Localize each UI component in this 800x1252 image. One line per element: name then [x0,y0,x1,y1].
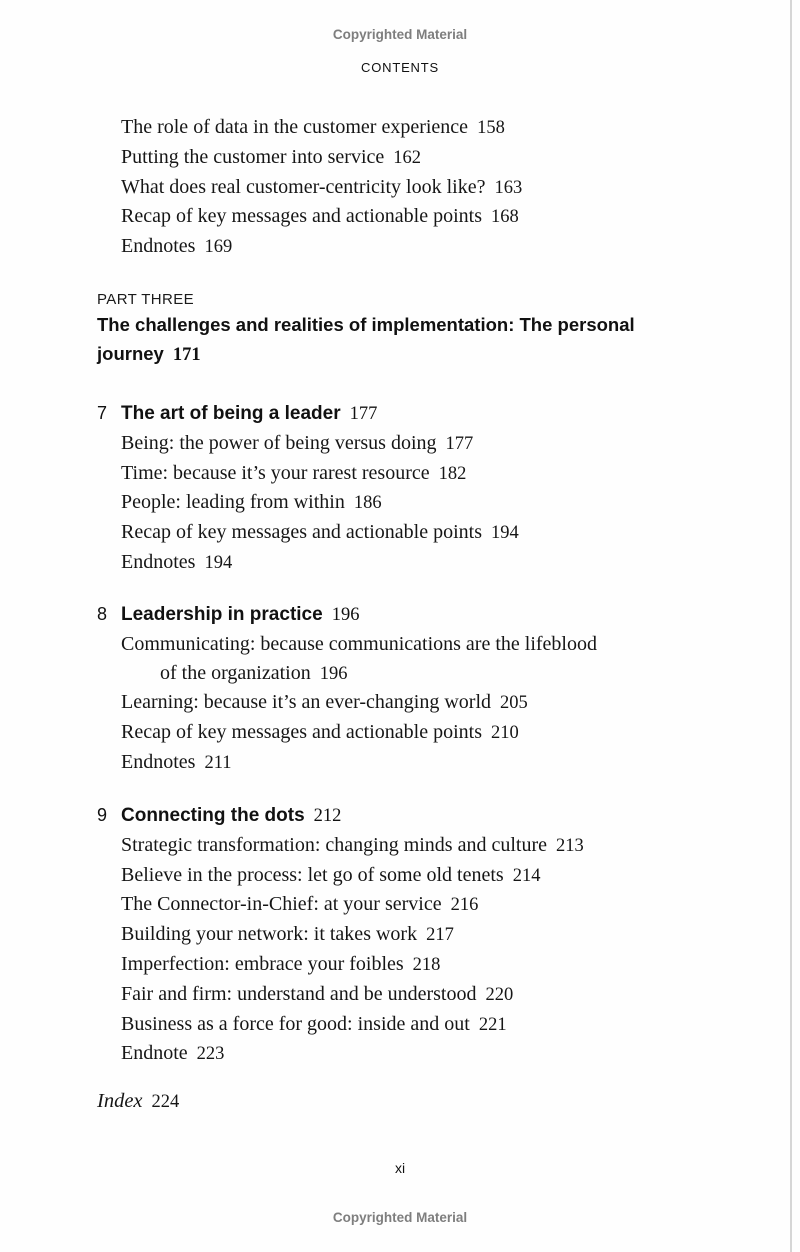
toc-entry [121,718,611,748]
entry-page-number: 169 [204,237,233,258]
entry-title: The Connector-in-Chief: at your service [121,893,442,916]
index-page-number: 224 [151,1092,180,1112]
entry-page-number: 210 [491,723,519,744]
toc-entry [121,232,611,262]
entry-page-number: 217 [426,925,454,946]
chapter-7-block [97,399,611,578]
part-label: PART THREE [97,291,195,308]
toc-entry [121,143,611,173]
entry-title: Recap of key messages and actionable points [121,721,482,744]
chapter-page-number: 196 [331,605,360,625]
entry-title: What does real customer-centricity look like? [121,175,486,198]
toc-entry [121,831,611,861]
entry-page-number: 194 [204,552,233,573]
entry-page-number: 162 [393,147,422,168]
entry-title: Believe in the process: let go of some old tenets [121,863,504,886]
toc-entry [121,459,611,489]
toc-entry [121,890,611,920]
toc-entry [121,630,611,689]
entry-page-number: 168 [491,207,519,228]
toc-entry [121,980,611,1010]
part-block [97,289,657,369]
scan-edge-line [790,0,792,1252]
entry-page-number: 182 [438,463,467,484]
chapter-entries [121,429,611,578]
part-title [97,311,657,369]
toc-entry [121,548,611,578]
chapter-8-block [97,600,611,778]
entry-title: Building your network: it takes work [121,923,418,946]
entry-page-number: 177 [445,433,474,454]
entry-page-number: 216 [450,895,479,916]
entry-title: Communicating: because communications are the lifeblood of the organization [121,632,597,684]
entry-title: Time: because it’s your rarest resource [121,461,430,484]
entry-page-number: 213 [556,835,584,856]
part-page-number: 171 [172,344,201,365]
chapter-entries [121,630,611,778]
toc-entry [121,950,611,980]
entry-page-number: 158 [477,118,505,138]
entry-page-number: 163 [494,177,523,198]
chapter-title: The art of being a leader [121,403,341,424]
entry-title: Endnotes [121,550,196,573]
chapter-heading [97,600,611,630]
entry-title: Being: the power of being versus doing [121,431,437,454]
entry-title: Recap of key messages and actionable points [121,205,482,228]
entry-page-number: 186 [353,493,382,514]
index-entry [97,1087,179,1117]
chapter-page-number: 212 [313,806,342,826]
chapter-heading [97,399,611,429]
toc-entry [121,518,611,548]
chapter-9-block [97,801,611,1069]
entry-page-number: 205 [500,693,528,714]
entry-page-number: 211 [204,752,232,773]
toc-entry [121,688,611,718]
toc-entry [121,173,611,203]
chapter-number: 8 [97,604,108,624]
folio-page-number: xi [394,1160,406,1176]
entry-page-number: 223 [196,1044,225,1065]
chapter-number: 7 [97,403,108,423]
chapter-heading [97,801,611,831]
toc-entry [121,202,611,232]
chapter-title: Connecting the dots [121,805,305,826]
entry-title: Endnote [121,1042,188,1065]
leading-entries-block [121,113,611,262]
entry-title: Endnotes [121,235,196,258]
chapter-number: 9 [97,805,108,825]
chapter-page-number: 177 [349,404,378,424]
toc-entry [121,920,611,950]
toc-entry [121,1039,611,1069]
toc-entry [121,488,611,518]
toc-entry [121,861,611,891]
part-title-text: The challenges and realities of implementation: The personal journey [97,314,635,364]
entry-title: Fair and firm: understand and be understood [121,982,477,1005]
entry-title: Learning: because it’s an ever-changing world [121,691,492,714]
entry-title: The role of data in the customer experience [121,116,469,138]
toc-entry [121,113,611,143]
entry-page-number: 194 [491,523,519,544]
entry-page-number: 220 [485,984,514,1005]
entry-title: Business as a force for good: inside and out [121,1012,470,1035]
entry-title: Putting the customer into service [121,145,385,168]
chapter-entries [121,831,611,1069]
toc-entry [121,429,611,459]
toc-entry [121,1010,611,1040]
entry-page-number: 196 [319,663,348,684]
entry-title: Strategic transformation: changing minds and culture [121,833,547,856]
entry-page-number: 214 [512,865,541,886]
contents-heading: CONTENTS [361,60,439,75]
toc-entry [121,748,611,778]
copyright-watermark-bottom: Copyrighted Material [332,1210,468,1225]
chapter-title: Leadership in practice [121,604,323,625]
index-title-text: Index [97,1090,143,1112]
entry-page-number: 218 [412,954,441,975]
copyright-watermark-top: Copyrighted Material [332,27,468,42]
entry-title: People: leading from within [121,491,345,514]
entry-title: Imperfection: embrace your foibles [121,952,404,975]
entry-page-number: 221 [478,1014,507,1035]
entry-title: Recap of key messages and actionable points [121,521,482,544]
entry-title: Endnotes [121,750,196,773]
index-block [97,1087,179,1117]
